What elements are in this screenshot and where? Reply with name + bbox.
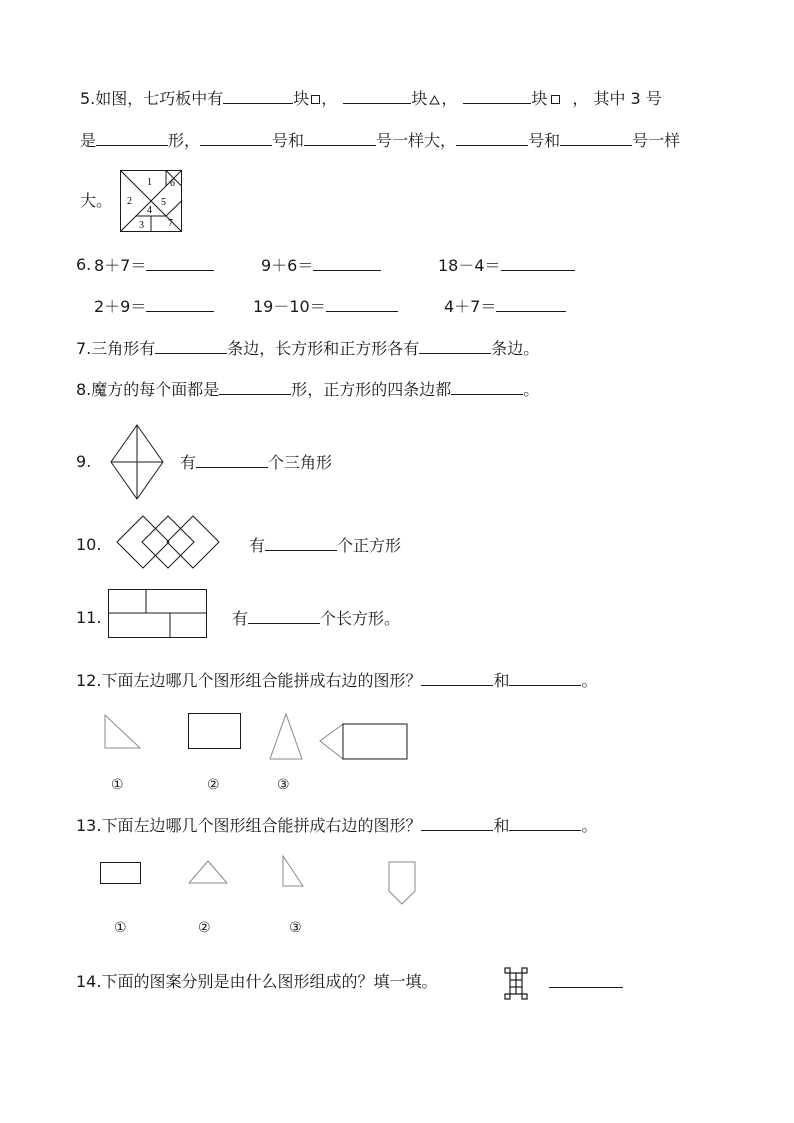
- q9-blank[interactable]: [196, 452, 268, 468]
- q13-shape-1-rectangle: [100, 862, 141, 884]
- q13-text-2: 和: [493, 816, 510, 835]
- q5-line2-text-4: 号一样大，: [376, 131, 457, 150]
- q6-expr-6: 4＋7＝: [444, 297, 497, 316]
- q5-line2-text-3: 号和: [272, 131, 305, 150]
- q5-line1: [80, 88, 662, 109]
- q9-line: [180, 452, 332, 473]
- q13-shape-2-triangle: [188, 860, 228, 884]
- q5-text-6: 块: [531, 89, 548, 108]
- q7-blank-2[interactable]: [419, 338, 491, 354]
- small-triangle-icon: [429, 95, 440, 105]
- q8-text-1: 8.魔方的每个面都是: [76, 380, 220, 399]
- q13-mark-3: ③: [289, 920, 302, 936]
- tangram-label-6: 6: [170, 178, 175, 189]
- q13-blank-2[interactable]: [509, 815, 581, 831]
- q12-mark-2: ②: [207, 777, 220, 793]
- q13-text-3: 。: [581, 816, 598, 835]
- q13-line: [76, 815, 597, 836]
- q12-text-2: 和: [493, 671, 510, 690]
- q12-target-shape: [319, 723, 409, 760]
- small-square-icon: [551, 95, 560, 104]
- q7-text-1: 7.三角形有: [76, 339, 156, 358]
- q6-item-6: [444, 296, 566, 317]
- q5-text-4: 块: [411, 89, 428, 108]
- q7-text-3: 条边。: [491, 339, 540, 358]
- q12-line: [76, 670, 597, 691]
- q5-line2-text-6: 号一样: [632, 131, 681, 150]
- q5-line2-text-2: 形，: [168, 131, 201, 150]
- tangram-label-2: 2: [127, 196, 132, 207]
- q10-line: [249, 535, 401, 556]
- q5-line3: 大。: [80, 191, 113, 210]
- q10-blank[interactable]: [265, 535, 337, 551]
- q14-answer-line: [549, 972, 623, 993]
- q8-line: [76, 379, 539, 400]
- q11-blank[interactable]: [248, 608, 320, 624]
- q12-shape-1-right-triangle: [104, 714, 141, 749]
- q5-blank-shape3[interactable]: [96, 130, 168, 146]
- q5-text-2: 块: [293, 89, 310, 108]
- q5-text-3: ，: [321, 89, 338, 108]
- small-square-icon: [311, 95, 320, 104]
- q6-blank-5[interactable]: [326, 296, 398, 312]
- q6-expr-2: 9＋6＝: [261, 256, 314, 275]
- q12-text-3: 。: [581, 671, 598, 690]
- q5-blank-num-b[interactable]: [304, 130, 376, 146]
- q6-expr-3: 18－4＝: [438, 256, 501, 275]
- q8-blank-2[interactable]: [451, 379, 523, 395]
- q12-blank-2[interactable]: [509, 670, 581, 686]
- q10-number: 10.: [76, 535, 102, 554]
- q6-blank-3[interactable]: [501, 255, 575, 271]
- q6-blank-6[interactable]: [496, 296, 566, 312]
- q6-blank-2[interactable]: [313, 255, 381, 271]
- q14-blank[interactable]: [549, 972, 623, 988]
- q11-line: [232, 608, 400, 629]
- q12-mark-3: ③: [277, 777, 290, 793]
- tangram-figure: [120, 170, 182, 232]
- q5-blank-triangle-count[interactable]: [343, 88, 411, 104]
- q7-line: [76, 338, 539, 359]
- q6-item-1: [94, 255, 214, 276]
- q13-mark-1: ①: [114, 920, 127, 936]
- q9-text-1: 有: [180, 453, 197, 472]
- q5-text-1: 5.如图，七巧板中有: [80, 89, 224, 108]
- q6-expr-4: 2＋9＝: [94, 297, 147, 316]
- q5-blank-square-count[interactable]: [223, 88, 293, 104]
- q5-text-7: ， 其中 3 号: [572, 89, 662, 108]
- q6-item-4: [94, 296, 214, 317]
- q5-blank-num-c[interactable]: [456, 130, 528, 146]
- q6-expr-5: 19－10＝: [253, 297, 326, 316]
- q11-rectangles-figure: [108, 589, 208, 639]
- q6-prefix: 6.: [76, 255, 92, 274]
- q12-shape-2-rectangle: [188, 713, 241, 749]
- q9-text-2: 个三角形: [268, 453, 333, 472]
- q14-line: 14.下面的图案分别是由什么图形组成的？填一填。: [76, 972, 438, 991]
- q6-item-2: [261, 255, 381, 276]
- q5-blank-parallelogram-count[interactable]: [463, 88, 531, 104]
- q6-blank-4[interactable]: [146, 296, 214, 312]
- tangram-label-5: 5: [161, 197, 166, 208]
- q9-number: 9.: [76, 452, 92, 471]
- q13-text-1: 13.下面左边哪几个图形组合能拼成右边的图形？: [76, 816, 422, 835]
- q11-text-2: 个长方形。: [320, 609, 401, 628]
- q9-rhombus-figure: [109, 424, 165, 500]
- q6-item-5: [253, 296, 398, 317]
- q6-item-3: [438, 255, 575, 276]
- q13-mark-2: ②: [198, 920, 211, 936]
- tangram-label-7: 7: [168, 218, 173, 229]
- tangram-label-3: 3: [139, 220, 144, 231]
- q8-blank-1[interactable]: [219, 379, 291, 395]
- q13-shape-3-right-triangle: [282, 855, 304, 887]
- q14-pattern-figure: [504, 967, 528, 1000]
- q12-text-1: 12.下面左边哪几个图形组合能拼成右边的图形？: [76, 671, 422, 690]
- q13-blank-1[interactable]: [421, 815, 493, 831]
- q5-blank-num-a[interactable]: [200, 130, 272, 146]
- q5-line2-text-1: 是: [80, 131, 97, 150]
- q12-mark-1: ①: [111, 777, 124, 793]
- q8-text-3: 。: [523, 380, 540, 399]
- q10-text-2: 个正方形: [337, 536, 402, 555]
- q10-text-1: 有: [249, 536, 266, 555]
- q12-blank-1[interactable]: [421, 670, 493, 686]
- q5-blank-num-d[interactable]: [560, 130, 632, 146]
- q5-line2: [80, 130, 680, 151]
- q10-squares-figure: [116, 514, 220, 570]
- q11-number: 11.: [76, 608, 102, 627]
- q7-blank-1[interactable]: [155, 338, 227, 354]
- tangram-label-4: 4: [147, 205, 152, 216]
- tangram-label-1: 1: [147, 177, 152, 188]
- q12-shape-3-isosceles-triangle: [269, 713, 303, 760]
- q13-target-shape: [388, 861, 416, 905]
- q5-text-5: ，: [441, 89, 458, 108]
- q7-text-2: 条边，长方形和正方形各有: [227, 339, 420, 358]
- q6-blank-1[interactable]: [146, 255, 214, 271]
- q11-text-1: 有: [232, 609, 249, 628]
- q8-text-2: 形，正方形的四条边都: [291, 380, 452, 399]
- q6-expr-1: 8＋7＝: [94, 256, 147, 275]
- q5-line2-text-5: 号和: [528, 131, 561, 150]
